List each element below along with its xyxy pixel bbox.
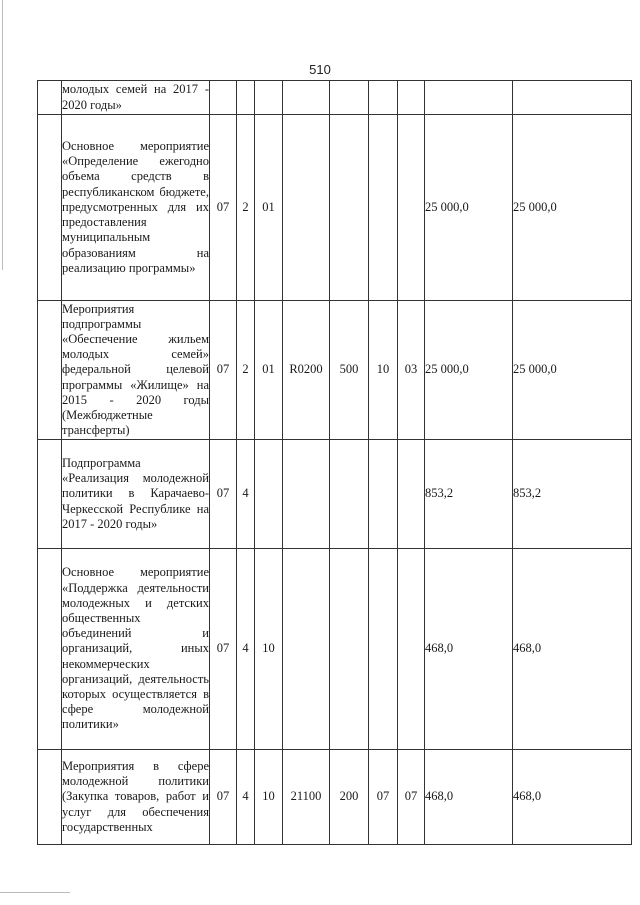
division-cell (369, 115, 398, 301)
target-code-cell (283, 549, 330, 750)
row-marker-cell (38, 115, 62, 301)
amount-cell: 468,0 (425, 549, 513, 750)
expense-type-cell (330, 81, 369, 115)
total-amount-cell: 468,0 (513, 750, 632, 845)
subprogram-code-cell: 01 (255, 115, 283, 301)
description-cell: Мероприятия подпрограммы «Обеспечение жильем молодых семей» федеральной целевой программы «Жилище» на 2015 - 2020 годы (Межбюджетные трансферты) (62, 301, 210, 440)
row-marker-cell (38, 81, 62, 115)
table-row (38, 549, 632, 750)
description-cell: Мероприятия в сфере молодежной политики (Закупка товаров, работ и услуг для обеспечения государственных (62, 750, 210, 845)
total-amount-cell (513, 81, 632, 115)
program-code-cell: 4 (237, 549, 255, 750)
description-cell: Основное мероприятие «Поддержка деятельности молодежных и детских общественных объединений и организаций, иных некоммерческих организаций, деятельность которых осуществляется в сфере молодежной политики» (62, 549, 210, 750)
division-cell: 07 (369, 750, 398, 845)
section-code-cell (210, 81, 237, 115)
program-code-cell: 2 (237, 115, 255, 301)
page-number: 510 (309, 62, 331, 77)
description-cell: Подпрограмма «Реализация молодежной политики в Карачаево-Черкесской Республике на 2017 - 2020 годы» (62, 440, 210, 549)
expense-type-cell (330, 115, 369, 301)
section-code-cell: 07 (210, 301, 237, 440)
target-code-cell (283, 440, 330, 549)
program-code-cell (237, 81, 255, 115)
total-amount-cell: 853,2 (513, 440, 632, 549)
division-cell: 10 (369, 301, 398, 440)
total-amount-cell: 25 000,0 (513, 301, 632, 440)
table-row (38, 301, 632, 440)
total-amount-cell: 25 000,0 (513, 115, 632, 301)
table-row (38, 440, 632, 549)
division-cell (369, 81, 398, 115)
subdivision-cell: 03 (398, 301, 425, 440)
section-code-cell: 07 (210, 115, 237, 301)
target-code-cell: R0200 (283, 301, 330, 440)
division-cell (369, 549, 398, 750)
subdivision-cell (398, 440, 425, 549)
amount-cell: 468,0 (425, 750, 513, 845)
expense-type-cell: 200 (330, 750, 369, 845)
subprogram-code-cell: 10 (255, 750, 283, 845)
table-row (38, 115, 632, 301)
target-code-cell (283, 81, 330, 115)
target-code-cell: 21100 (283, 750, 330, 845)
row-marker-cell (38, 440, 62, 549)
scan-edge-mark (0, 892, 70, 893)
amount-cell: 25 000,0 (425, 301, 513, 440)
amount-cell (425, 81, 513, 115)
program-code-cell: 4 (237, 440, 255, 549)
subprogram-code-cell (255, 440, 283, 549)
description-cell: молодых семей на 2017 - 2020 годы» (62, 81, 210, 115)
division-cell (369, 440, 398, 549)
program-code-cell: 4 (237, 750, 255, 845)
row-marker-cell (38, 750, 62, 845)
table-row (38, 81, 632, 115)
subdivision-cell (398, 81, 425, 115)
subdivision-cell (398, 549, 425, 750)
total-amount-cell: 468,0 (513, 549, 632, 750)
budget-table (37, 80, 632, 845)
section-code-cell: 07 (210, 549, 237, 750)
table-row (38, 750, 632, 845)
description-cell: Основное мероприятие «Определение ежегодно объема средств в республиканском бюджете, предусмотренных для их предоставления муниципальным образованиям на реализацию программы» (62, 115, 210, 301)
scan-edge-mark (2, 0, 3, 270)
amount-cell: 25 000,0 (425, 115, 513, 301)
row-marker-cell (38, 549, 62, 750)
program-code-cell: 2 (237, 301, 255, 440)
section-code-cell: 07 (210, 440, 237, 549)
subdivision-cell (398, 115, 425, 301)
row-marker-cell (38, 301, 62, 440)
subdivision-cell: 07 (398, 750, 425, 845)
subprogram-code-cell (255, 81, 283, 115)
expense-type-cell: 500 (330, 301, 369, 440)
subprogram-code-cell: 10 (255, 549, 283, 750)
target-code-cell (283, 115, 330, 301)
subprogram-code-cell: 01 (255, 301, 283, 440)
section-code-cell: 07 (210, 750, 237, 845)
expense-type-cell (330, 549, 369, 750)
expense-type-cell (330, 440, 369, 549)
amount-cell: 853,2 (425, 440, 513, 549)
